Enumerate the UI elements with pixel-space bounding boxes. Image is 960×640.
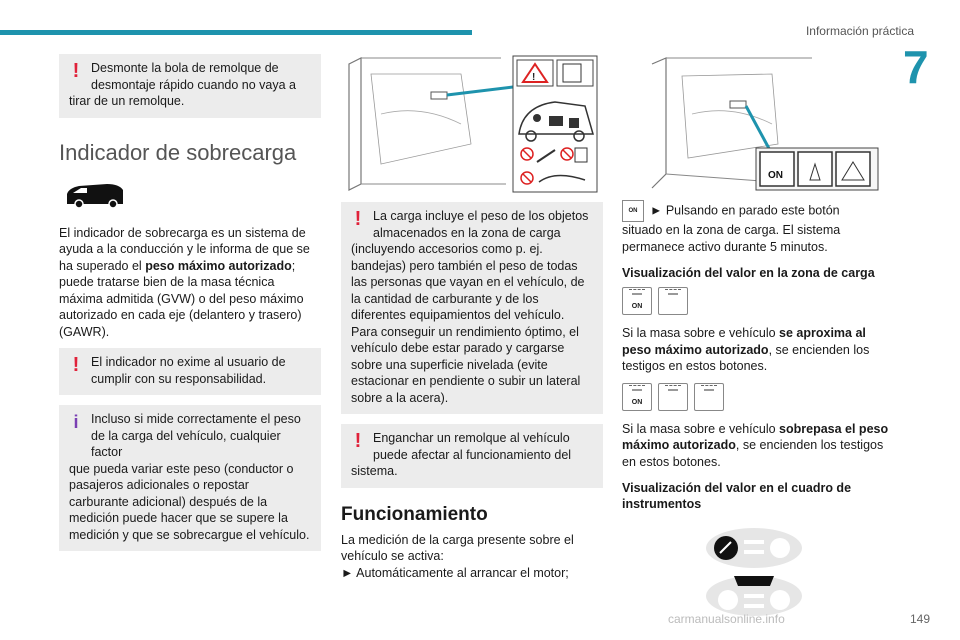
info-icon: i: [73, 412, 79, 432]
info-text: Incluso si mide correctamente el peso de la carga del vehículo, cualquier factor: [91, 412, 301, 459]
overload-warning-button-icon: [694, 383, 724, 411]
svg-text:!: !: [532, 72, 536, 83]
warning-text: El indicador no exime al usuario de cumplir con su responsabilidad.: [91, 355, 286, 386]
subheading: Visualización del valor en la zona de carga: [622, 266, 875, 280]
cargo-area-illustration: [341, 54, 599, 194]
weight-button-icon: [658, 383, 688, 411]
warning-text: tirar de un remolque.: [69, 94, 185, 108]
header-bar: [0, 30, 472, 35]
warning-icon: !: [354, 208, 362, 230]
warning-text: (incluyendo accesorios como p. ej. bandejas) pero también el peso de todas las personas que vayan en el vehículo, de la cantidad de carburante y de los diferentes equipamientos del vehículo.: [351, 242, 585, 322]
warning-icon: !: [354, 430, 362, 452]
warning-text: sistema.: [351, 464, 398, 478]
paragraph: La medición de la carga presente sobre el vehículo se activa: ► Automáticamente al arrancar el motor;: [341, 532, 574, 580]
section-heading: Funcionamiento: [341, 503, 488, 525]
button-row-approach: [622, 287, 890, 315]
info-text: que pueda variar este peso (conductor o pasajeros adicionales o repostar carburante adicional) después de la medición puede hacer que se supere la medición y que se sobrecargue el vehículo.: [69, 461, 310, 542]
warning-box: [59, 54, 321, 118]
warning-box: [341, 202, 603, 414]
instrument-display-icon: [704, 526, 804, 570]
warning-box: [341, 424, 603, 488]
section-heading: Indicador de sobrecarga: [59, 139, 297, 165]
paragraph: Si la masa sobre e vehículo se aproxima al peso máximo autorizado, se encienden los testigos en estos botones.: [622, 326, 870, 373]
warning-icon: !: [72, 354, 80, 376]
warning-text: Enganchar un remolque al vehículo puede afectar al funcionamiento del: [373, 431, 572, 462]
paragraph: ON ► Pulsando en parado este botón situado en la zona de carga. El sistema permanece activo durante 5 minutos.: [622, 200, 890, 255]
weight-button-icon: [658, 287, 688, 315]
subheading: Visualización del valor en el cuadro de instrumentos: [622, 481, 852, 511]
on-button-icon: ON: [622, 383, 652, 411]
button-row-exceed: [622, 383, 890, 411]
paragraph: Si la masa sobre e vehículo sobrepasa el peso máximo autorizado, se encienden los testigos en estos botones.: [622, 421, 889, 469]
watermark: carmanualsonline.info: [668, 612, 785, 626]
warning-text: La carga incluye el peso de los objetos almacenados en la zona de carga: [373, 209, 589, 240]
column-3: [622, 54, 890, 618]
section-title: Información práctica: [805, 24, 914, 38]
page-number: 149: [909, 612, 930, 626]
warning-text: Desmonte la bola de remolque de desmontaje rápido cuando no vaya a: [91, 61, 297, 92]
warning-text: Para conseguir un rendimiento óptimo, el vehículo debe estar parado y cargarse sobre una superficie nivelada (evite estacionar en pendiente o subir un lateral sobre a la acera).: [351, 324, 581, 405]
on-button-icon: ON: [622, 287, 652, 315]
warning-box: [59, 348, 321, 395]
van-icon: [63, 180, 127, 210]
on-button-icon: ON: [622, 200, 644, 222]
svg-text:ON: ON: [768, 170, 783, 181]
column-1: [59, 54, 321, 561]
intro-paragraph: El indicador de sobrecarga es un sistema de ayuda a la conducción y le informa de que se ha superado el peso máximo autorizado; puede tratarse bien de la masa técnica máxima admitida (GVW) o del peso máximo autorizado en cada eje (delantero y trasero) (GAWR).: [59, 225, 310, 339]
cargo-button-illustration: [622, 54, 880, 194]
info-box: [59, 405, 321, 551]
column-2: [341, 54, 603, 589]
chapter-number: 7: [903, 41, 929, 93]
warning-icon: !: [72, 60, 80, 82]
